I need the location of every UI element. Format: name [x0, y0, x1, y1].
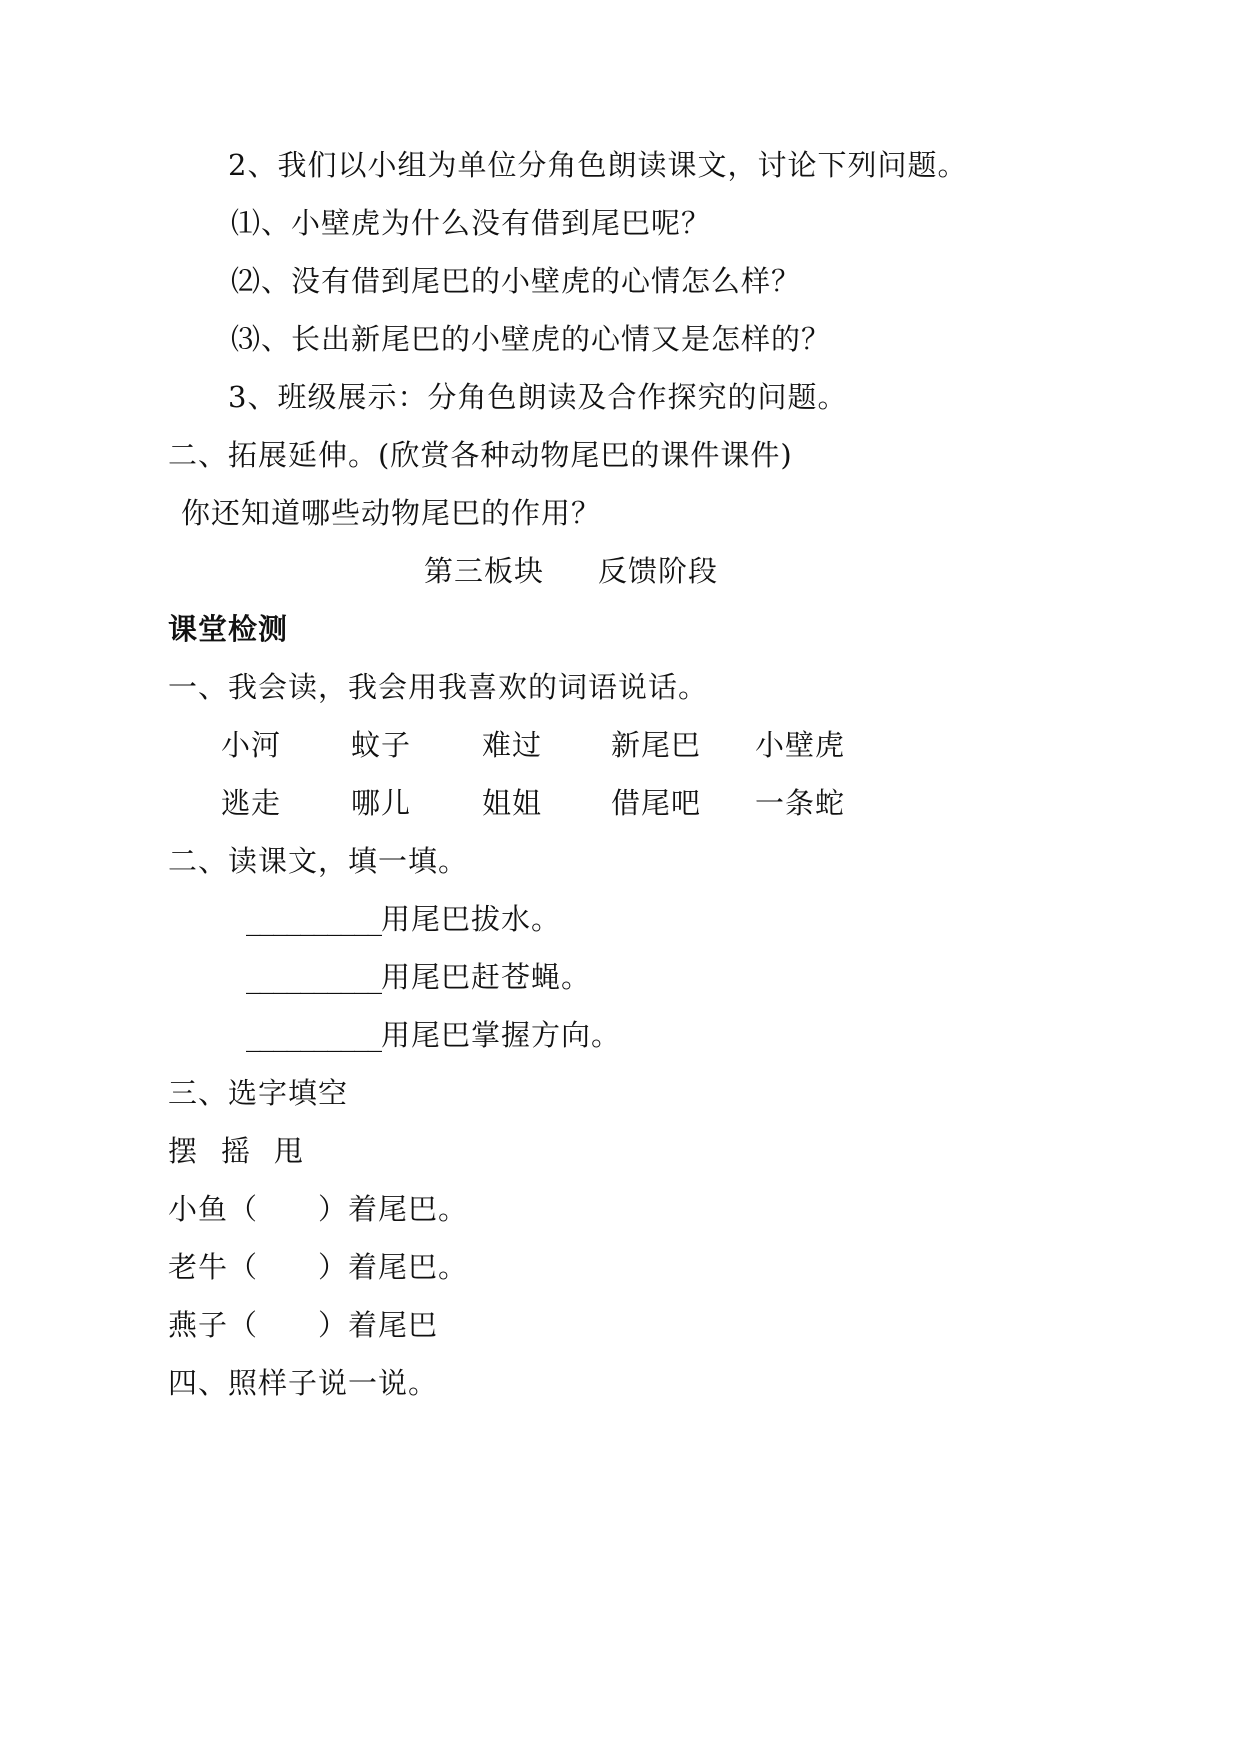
block-title-part1: 第三板块 [424, 554, 545, 588]
word-item: 姐姐 [482, 786, 543, 820]
block-title [424, 553, 718, 589]
fill-blank[interactable]: __________ [246, 902, 381, 936]
fill-text: 用尾巴赶苍蝇。 [381, 960, 592, 994]
fill-item [246, 901, 561, 937]
fill-item [246, 959, 591, 995]
choice-char: 摇 [221, 1134, 251, 1168]
question-2: ⑵、没有借到尾巴的小壁虎的心情怎么样？ [231, 264, 802, 298]
question-3: ⑶、长出新尾巴的小壁虎的心情又是怎样的？ [231, 322, 832, 356]
word-item: 难过 [482, 728, 543, 762]
fill-item [246, 1017, 621, 1053]
fill-text: 用尾巴拔水。 [381, 902, 562, 936]
word-item: 小壁虎 [755, 728, 846, 762]
classroom-test-title: 课堂检测 [168, 612, 289, 646]
extension-question: 你还知道哪些动物尾巴的作用？ [181, 496, 602, 530]
choice-char: 摆 [168, 1134, 198, 1168]
fill-sentence: 老牛（ ）着尾巴。 [168, 1250, 469, 1284]
word-item: 哪儿 [351, 786, 412, 820]
question-1: ⑴、小壁虎为什么没有借到尾巴呢？ [231, 206, 712, 240]
choice-char: 甩 [274, 1134, 304, 1168]
fill-text: 用尾巴掌握方向。 [381, 1018, 622, 1052]
word-item: 蚊子 [351, 728, 412, 762]
word-item: 小河 [221, 728, 282, 762]
block-title-part2: 反馈阶段 [598, 554, 719, 588]
task-item-3: 3、班级展示：分角色朗读及合作探究的问题。 [228, 380, 848, 414]
fill-blank[interactable]: __________ [246, 960, 381, 994]
fill-sentence: 燕子（ ）着尾巴 [168, 1308, 439, 1342]
task-item-2: 2、我们以小组为单位分角色朗读课文，讨论下列问题。 [228, 148, 968, 182]
section4-heading: 四、照样子说一说。 [168, 1366, 439, 1400]
section1-heading: 一、我会读，我会用我喜欢的词语说话。 [168, 670, 709, 704]
section2-heading: 二、读课文，填一填。 [168, 844, 469, 878]
word-item: 新尾巴 [611, 728, 702, 762]
fill-blank[interactable]: __________ [246, 1018, 381, 1052]
section3-heading: 三、选字填空 [168, 1076, 349, 1110]
word-item: 借尾吧 [611, 786, 702, 820]
word-item: 一条蛇 [755, 786, 846, 820]
extension-heading: 二、拓展延伸。(欣赏各种动物尾巴的课件课件) [168, 438, 793, 472]
word-item: 逃走 [221, 786, 282, 820]
fill-sentence: 小鱼（ ）着尾巴。 [168, 1192, 469, 1226]
choice-characters [168, 1133, 327, 1169]
